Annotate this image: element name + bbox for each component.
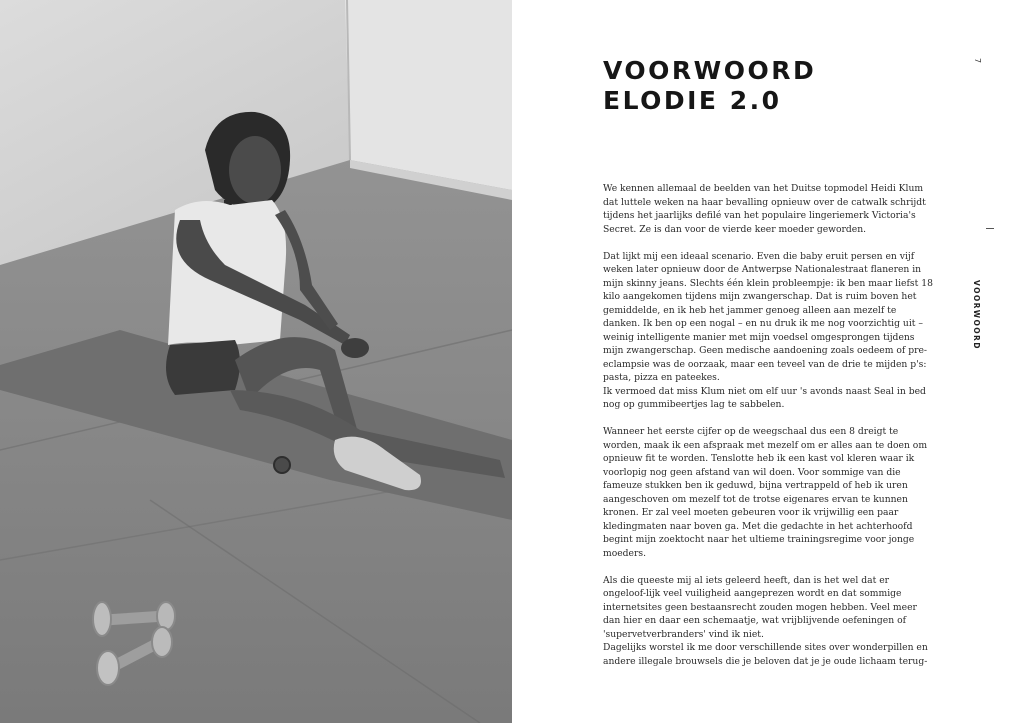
paragraph: We kennen allemaal de beelden van het Duitse topmodel Heidi Klum dat luttele weken na haar bevalling opnieuw over de catwalk schrijdt tijdens het jaarlijks defilé van het populaire lingeriemerk Victoria's Secret. Ze is dan voor de vierde keer moeder geworden. — [603, 183, 926, 235]
chapter-title — [603, 56, 816, 116]
text-page — [512, 0, 1024, 723]
paragraph: Dat lijkt mij een ideaal scenario. Even die baby eruit persen en vijf weken later opnieuw door de Antwerpse Nationalestraat flaneren in mijn skinny jeans. Slechts één klein probleempje: ik ben maar liefst 18 kilo aangekomen tijdens mijn zwangerschap. Dat is ruim boven het gemiddelde, en ik heb het jammer genoeg alleen aan mezelf te danken. Ik ben op een nogal – en nu druk ik me nog voorzichtig uit – weinig intelligente manier met mijn voedsel omgesprongen tijdens mijn zwangerschap. Geen medische aandoening zoals oedeem of pre-eclampsie was de oorzaak, maar een teveel van de drie te mijden p's: pasta, pizza en pateekes. — [603, 250, 933, 383]
body-text — [603, 182, 933, 668]
page-number: 7 — [973, 58, 982, 64]
running-head: VOORWOORD — [972, 280, 981, 350]
paragraph: Ik vermoed dat miss Klum niet om elf uur 's avonds naast Seal in bed nog op gummibeertjes lag te sabbelen. — [603, 385, 926, 410]
chapter-title-line-2: ELODIE 2.0 — [603, 86, 782, 115]
paragraph: Dagelijks worstel ik me door verschillende sites over wonderpillen en andere illegale brouwsels die je beloven dat je je oude lichaam terug- — [603, 642, 928, 667]
section-marker-line — [986, 228, 994, 229]
chapter-title-line-1: VOORWOORD — [603, 56, 817, 85]
paragraph: Wanneer het eerste cijfer op de weegschaal dus een 8 dreigt te worden, maak ik een afspraak met mezelf om er alles aan te doen om opnieuw fit te worden. Tenslotte heb ik een kast vol kleren waar ik voorlopig nog geen afstand van wil doen. Voor sommige van die fameuze stukken ben ik geduwd, bijna vertrappeld of heb ik uren aangeschoven om mezelf tot de trotse eigenares ervan te kunnen kronen. Er zal veel moeten gebeuren voor ik vrijwillig een paar kledingmaten naar boven ga. Met die gedachte in het achterhoofd begint mijn zoektocht naar het ultieme trainingsregime voor jonge moeders. — [603, 426, 928, 559]
paragraph: Als die queeste mij al iets geleerd heeft, dan is het wel dat er ongeloof-lijk veel vuiligheid aangeprezen wordt en dat sommige internetsites geen bestaansrecht zouden mogen hebben. Veel meer dan hier en daar een schemaatje, wat vrijblijvende oefeningen of 'supervetverbranders' vind ik niet. — [603, 574, 917, 640]
